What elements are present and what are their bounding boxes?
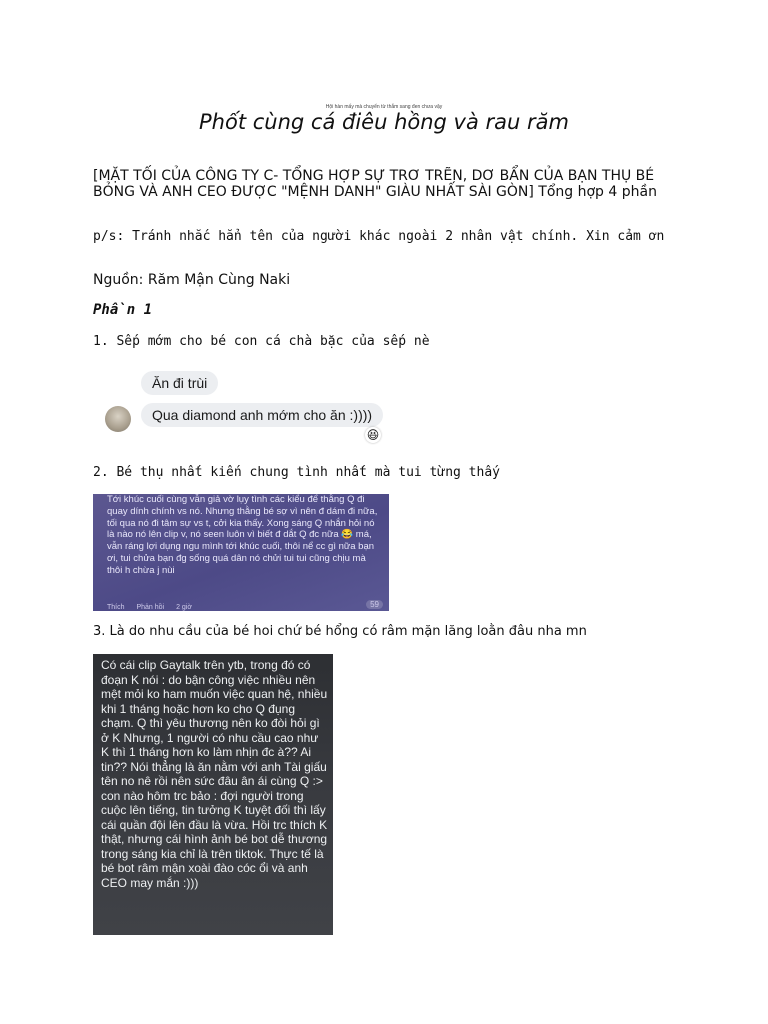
header-note: Hội hàn mấy mà chuyển từ thắm sang đen chưa vậy [325, 104, 443, 110]
like-link: Thích [107, 604, 125, 611]
reply-link: Phản hồi [136, 604, 165, 611]
avatar [105, 406, 131, 432]
laugh-reaction-icon: 😆 [366, 428, 380, 442]
reaction-count: 59 [366, 600, 383, 609]
document-subtitle: [MẶT TỐI CỦA CÔNG TY C- TỔNG HỢP SỰ TRƠ TRẼN, DƠ BẨN CỦA BẠN THỤ BÉ BỎNG VÀ ANH CEO ĐƯỢC "MỆNH DANH" GIÀU NHẤT SÀI GÒN] Tổng hợp 4 phần [93, 168, 657, 200]
comment-actions [107, 604, 202, 611]
page-title: Phốt cùng cá điêu hồng và rau răm [199, 110, 569, 134]
item-1-label: 1. Sếp mớm cho bé con cá chà bặc của sếp nè [93, 334, 430, 349]
part-heading: Phần 1 [93, 302, 153, 318]
chat-screenshot [93, 363, 443, 447]
comment-screenshot-purple [93, 494, 389, 611]
comment-text: Có cái clip Gaytalk trên ytb, trong đó có đoạn K nói : do bận công việc nhiều nên mệt mỏi ko ham muốn việc quan hệ, nhiều khi 1 tháng hoặc hơn ko cho Q đụng chạm. Q thì yêu thương nên ko đòi hỏi gì ở K Nhưng, 1 người có nhu cầu cao như K thì 1 tháng hơn ko làm nhịn đc à?? Ai tin?? Nói thẳng là ăn nằm với anh Tài giấu tên no nê rồi nên sức đâu ân ái cùng Q :> con nào hôm trc bảo : đợi người trong cuộc lên tiếng, tin tưởng K tuyệt đối thì lấy cái quần đội lên đầu là vừa. Hồi trc thích K thật, nhưng cái hình ảnh bé bot dễ thương trong sáng kia chỉ là trên tiktok. Thực tế là bé bot râm mận xoài đào cóc ổi và anh CEO may mắn :))) [101, 658, 328, 890]
chat-bubble-2: Qua diamond anh mớm cho ăn :)))) [141, 403, 383, 427]
source-line: Nguồn: Răm Mận Cùng Naki [93, 272, 291, 288]
comment-screenshot-dark [93, 654, 333, 935]
chat-bubble-1: Ăn đi trùi [141, 371, 218, 395]
comment-time: 2 giờ [176, 604, 192, 611]
item-2-label: 2. Bé thụ nhất kiến chung tình nhất mà tui từng thấy [93, 465, 500, 480]
comment-text: Tới khúc cuối cùng vẫn giả vờ lụy tình các kiểu để thằng Q đi quay dính chính vs nó. Nhưng thằng bé sợ vì nên đ dám đi nữa, tối qua nó đi tâm sự vs t, cởi kia thấy. Xong sáng Q nhắn hỏi nó là nào nó lên clip v, nó seen luôn vì biết đ dắt Q đc nữa 😂 má, vẫn ráng lợi dụng ngu mình tới khúc cuối, thôi nể cc gì nữa bạn ơi, tui chửa bạn đg sống quá dân nó chửi tui tui cũng chịu mà thôi h chừa j nùi [107, 494, 378, 576]
ps-note: p/s: Tránh nhắc hẳn tên của người khác ngoài 2 nhân vật chính. Xin cảm ơn [93, 229, 665, 244]
item-3-label: 3. Là do nhu cầu của bé hoi chứ bé hổng có râm mặn lăng loằn đâu nha mn [93, 624, 587, 639]
